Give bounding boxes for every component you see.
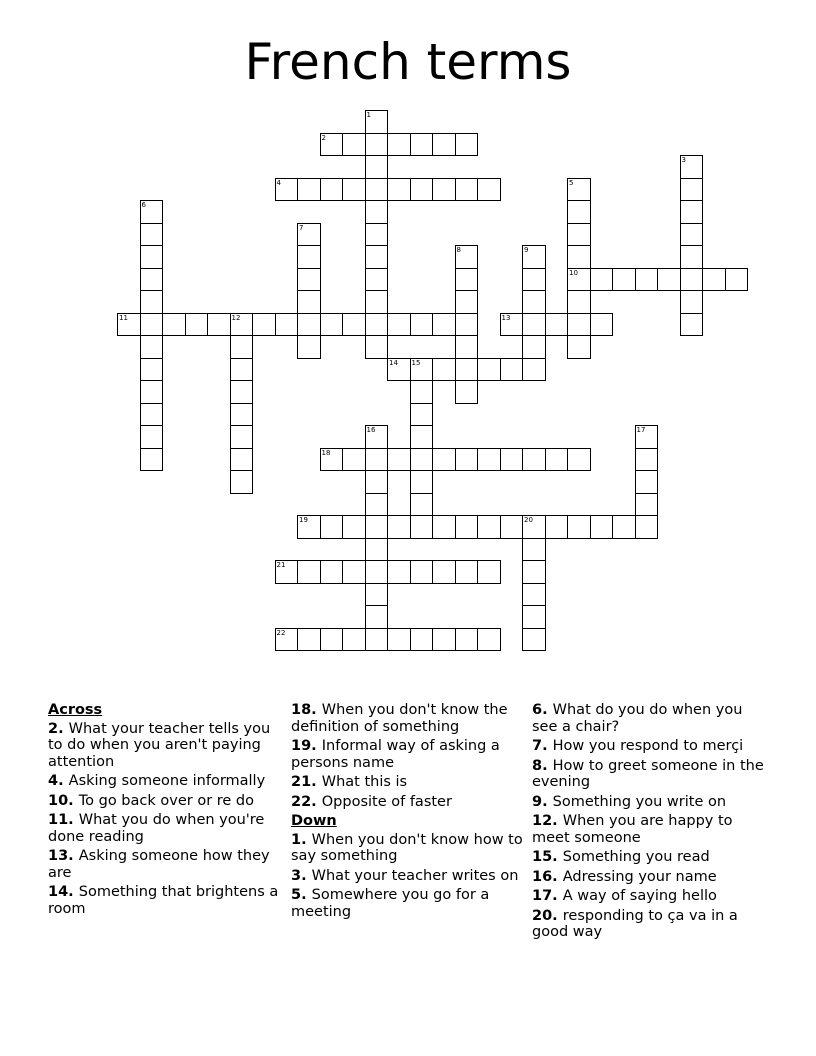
grid-cell[interactable] <box>320 313 344 337</box>
clue-number-label: 15 <box>411 358 421 367</box>
grid-cell[interactable] <box>387 628 411 652</box>
clue-number: 13. <box>48 848 79 864</box>
grid-cell[interactable] <box>230 448 254 472</box>
grid-cell[interactable] <box>230 425 254 449</box>
clue-text: Something you read <box>562 849 710 865</box>
down-clue <box>291 868 523 885</box>
clue-number-label: 6 <box>141 201 146 209</box>
grid-cell[interactable] <box>342 313 366 337</box>
grid-cell[interactable] <box>410 403 434 427</box>
grid-cell[interactable] <box>162 313 186 337</box>
grid-cell[interactable] <box>387 313 411 337</box>
grid-cell[interactable] <box>455 380 479 404</box>
grid-cell[interactable] <box>320 133 344 157</box>
clues-column-2 <box>291 702 523 923</box>
clue-number-label: 1 <box>366 111 371 119</box>
clue-number-label: 22 <box>276 628 286 637</box>
grid-cell[interactable] <box>342 178 366 202</box>
grid-cell[interactable] <box>230 335 254 359</box>
grid-cell[interactable] <box>590 268 614 292</box>
grid-cell[interactable] <box>657 268 681 292</box>
grid-cell[interactable] <box>522 268 546 292</box>
grid-cell[interactable] <box>635 425 659 449</box>
down-clue-list-part1 <box>291 832 523 921</box>
down-clue <box>532 908 764 941</box>
grid-cell[interactable] <box>365 560 389 584</box>
grid-cell[interactable] <box>387 178 411 202</box>
grid-cell[interactable] <box>275 313 299 337</box>
grid-cell[interactable] <box>410 380 434 404</box>
grid-cell[interactable] <box>140 425 164 449</box>
grid-cell[interactable] <box>567 335 591 359</box>
grid-cell[interactable] <box>252 313 276 337</box>
grid-cell[interactable] <box>477 448 501 472</box>
grid-cell[interactable] <box>522 538 546 562</box>
grid-cell[interactable] <box>365 313 389 337</box>
grid-cell[interactable] <box>320 515 344 539</box>
clue-text: What you do when you're done reading <box>48 812 265 845</box>
grid-cell[interactable] <box>455 515 479 539</box>
grid-cell[interactable] <box>455 313 479 337</box>
grid-cell[interactable] <box>567 313 591 337</box>
clue-text: Asking someone how they are <box>48 848 270 881</box>
clue-number-label: 3 <box>681 156 686 164</box>
grid-cell[interactable] <box>297 290 321 314</box>
grid-cell[interactable] <box>522 560 546 584</box>
grid-cell[interactable] <box>365 605 389 629</box>
clue-number-label: 4 <box>276 178 281 187</box>
grid-cell[interactable] <box>522 358 546 382</box>
down-clue-list-part2 <box>532 702 764 941</box>
clue-text: What do you do when you see a chair? <box>532 702 743 735</box>
clue-number-label: 12 <box>231 313 241 322</box>
clue-number-label: 17 <box>636 426 646 434</box>
down-clue <box>291 832 523 865</box>
across-clue <box>48 884 280 917</box>
down-clue <box>532 849 764 866</box>
clue-text: Opposite of faster <box>321 793 452 810</box>
grid-cell[interactable] <box>680 268 704 292</box>
down-clue <box>291 887 523 920</box>
grid-cell[interactable] <box>680 178 704 202</box>
clue-number-label: 14 <box>389 358 398 367</box>
clue-number: 16. <box>532 868 563 885</box>
grid-cell[interactable] <box>410 515 434 539</box>
grid-cell[interactable] <box>500 358 524 382</box>
grid-cell[interactable] <box>365 245 389 269</box>
grid-cell[interactable] <box>635 515 659 539</box>
grid-cell[interactable] <box>410 133 434 157</box>
grid-cell[interactable] <box>365 515 389 539</box>
grid-cell[interactable] <box>522 628 546 652</box>
clue-number: 1. <box>291 831 312 848</box>
grid-cell[interactable] <box>522 448 546 472</box>
grid-cell[interactable] <box>365 538 389 562</box>
clue-number: 21. <box>291 774 322 790</box>
clue-number: 7. <box>532 738 553 754</box>
grid-cell[interactable] <box>590 313 614 337</box>
grid-cell[interactable] <box>297 223 321 247</box>
grid-cell[interactable] <box>410 470 434 494</box>
clue-number-label: 5 <box>569 178 574 187</box>
grid-cell[interactable] <box>522 245 546 269</box>
grid-cell[interactable] <box>567 245 591 269</box>
grid-cell[interactable] <box>140 403 164 427</box>
grid-cell[interactable] <box>500 515 524 539</box>
grid-cell[interactable] <box>567 223 591 247</box>
grid-cell[interactable] <box>365 290 389 314</box>
grid-cell[interactable] <box>522 515 546 539</box>
grid-cell[interactable] <box>297 335 321 359</box>
clue-number: 3. <box>291 867 312 884</box>
grid-cell[interactable] <box>365 448 389 472</box>
clue-number: 12. <box>532 813 563 829</box>
grid-cell[interactable] <box>365 155 389 179</box>
grid-cell[interactable] <box>635 470 659 494</box>
clue-text: When you don't know how to say something <box>291 831 523 864</box>
down-heading: Down <box>291 813 337 829</box>
grid-cell[interactable] <box>365 223 389 247</box>
clue-text: When you don't know the definition of something <box>291 702 508 735</box>
grid-cell[interactable] <box>365 110 389 134</box>
down-clue <box>532 888 764 905</box>
grid-cell[interactable] <box>365 178 389 202</box>
grid-cell[interactable] <box>297 245 321 269</box>
across-heading: Across <box>48 702 103 718</box>
grid-cell[interactable] <box>500 448 524 472</box>
grid-cell[interactable] <box>230 313 254 337</box>
grid-cell[interactable] <box>455 448 479 472</box>
clue-number-label: 9 <box>524 246 529 254</box>
grid-cell[interactable] <box>612 515 636 539</box>
grid-cell[interactable] <box>297 313 321 337</box>
grid-cell[interactable] <box>387 515 411 539</box>
clue-number: 22. <box>291 793 322 810</box>
across-clue <box>291 702 523 735</box>
grid-cell[interactable] <box>432 448 456 472</box>
clue-text: When you are happy to meet someone <box>532 813 733 846</box>
grid-cell[interactable] <box>140 448 164 472</box>
clue-text: Somewhere you go for a meeting <box>291 887 490 920</box>
clue-text: To go back over or re do <box>78 792 255 809</box>
grid-cell[interactable] <box>635 493 659 517</box>
clues-column-1 <box>48 702 280 920</box>
grid-cell[interactable] <box>410 560 434 584</box>
clue-number: 6. <box>532 702 553 718</box>
grid-cell[interactable] <box>365 268 389 292</box>
grid-cell[interactable] <box>477 178 501 202</box>
across-clue <box>48 812 280 845</box>
grid-cell[interactable] <box>410 425 434 449</box>
grid-cell[interactable] <box>342 560 366 584</box>
grid-cell[interactable] <box>455 560 479 584</box>
clue-number-label: 21 <box>276 561 286 569</box>
grid-cell[interactable] <box>432 560 456 584</box>
clue-number: 8. <box>532 757 553 774</box>
across-clue <box>48 793 280 810</box>
clue-number: 4. <box>48 773 69 789</box>
grid-cell[interactable] <box>410 313 434 337</box>
grid-cell[interactable] <box>567 290 591 314</box>
clue-number: 20. <box>532 907 563 924</box>
across-clue-list-part1 <box>48 721 280 918</box>
grid-cell[interactable] <box>680 290 704 314</box>
grid-cell[interactable] <box>387 448 411 472</box>
grid-cell[interactable] <box>680 245 704 269</box>
grid-cell[interactable] <box>590 515 614 539</box>
grid-cell[interactable] <box>365 133 389 157</box>
grid-cell[interactable] <box>680 223 704 247</box>
clue-text: Informal way of asking a persons name <box>291 738 500 771</box>
grid-cell[interactable] <box>635 268 659 292</box>
grid-cell[interactable] <box>230 403 254 427</box>
clue-number: 15. <box>532 849 563 865</box>
grid-cell[interactable] <box>320 448 344 472</box>
grid-cell[interactable] <box>320 560 344 584</box>
grid-cell[interactable] <box>230 470 254 494</box>
grid-cell[interactable] <box>230 380 254 404</box>
clue-text: What your teacher tells you to do when you aren't paying attention <box>48 720 271 770</box>
clue-text: Something you write on <box>552 793 727 810</box>
clue-number: 5. <box>291 887 312 903</box>
grid-cell[interactable] <box>387 560 411 584</box>
grid-cell[interactable] <box>477 515 501 539</box>
across-clue <box>48 773 280 790</box>
across-clue <box>48 848 280 881</box>
clue-text: responding to ça va in a good way <box>532 907 738 940</box>
grid-cell[interactable] <box>410 358 434 382</box>
grid-cell[interactable] <box>500 313 524 337</box>
down-clue <box>532 794 764 811</box>
grid-cell[interactable] <box>387 133 411 157</box>
across-clue <box>291 794 523 811</box>
clue-text: Asking someone informally <box>68 773 266 789</box>
clue-text: Something that brightens a room <box>48 884 279 917</box>
grid-cell[interactable] <box>477 628 501 652</box>
across-clue-list-part2 <box>291 702 523 810</box>
grid-cell[interactable] <box>522 583 546 607</box>
clue-number-label: 18 <box>321 448 331 457</box>
grid-cell[interactable] <box>567 448 591 472</box>
grid-cell[interactable] <box>320 628 344 652</box>
grid-cell[interactable] <box>140 380 164 404</box>
grid-cell[interactable] <box>297 515 321 539</box>
grid-cell[interactable] <box>117 313 141 337</box>
grid-cell[interactable] <box>432 358 456 382</box>
grid-cell[interactable] <box>410 628 434 652</box>
grid-cell[interactable] <box>185 313 209 337</box>
grid-cell[interactable] <box>365 493 389 517</box>
down-clue <box>532 869 764 886</box>
grid-cell[interactable] <box>297 628 321 652</box>
grid-cell[interactable] <box>365 470 389 494</box>
grid-cell[interactable] <box>455 335 479 359</box>
grid-cell[interactable] <box>297 268 321 292</box>
grid-cell[interactable] <box>725 268 749 292</box>
clue-number-label: 13 <box>501 313 511 322</box>
grid-cell[interactable] <box>680 313 704 337</box>
down-clue <box>532 758 764 791</box>
clue-text: How to greet someone in the evening <box>532 757 764 790</box>
grid-cell[interactable] <box>432 515 456 539</box>
grid-cell[interactable] <box>140 335 164 359</box>
grid-cell[interactable] <box>230 358 254 382</box>
clue-number-label: 16 <box>366 426 376 434</box>
grid-cell[interactable] <box>567 268 591 292</box>
clue-number: 11. <box>48 812 79 828</box>
grid-cell[interactable] <box>320 178 344 202</box>
across-clue <box>291 774 523 791</box>
grid-cell[interactable] <box>477 358 501 382</box>
grid-cell[interactable] <box>342 133 366 157</box>
grid-cell[interactable] <box>365 583 389 607</box>
grid-cell[interactable] <box>455 628 479 652</box>
grid-cell[interactable] <box>477 560 501 584</box>
grid-cell[interactable] <box>702 268 726 292</box>
clue-text: What your teacher writes on <box>311 867 519 884</box>
across-clue <box>48 721 280 771</box>
grid-cell[interactable] <box>275 628 299 652</box>
grid-cell[interactable] <box>522 313 546 337</box>
grid-cell[interactable] <box>545 448 569 472</box>
grid-cell[interactable] <box>455 133 479 157</box>
clue-text: A way of saying hello <box>562 888 717 904</box>
clue-number: 14. <box>48 884 79 900</box>
grid-cell[interactable] <box>567 200 591 224</box>
grid-cell[interactable] <box>680 200 704 224</box>
grid-cell[interactable] <box>432 178 456 202</box>
grid-cell[interactable] <box>365 628 389 652</box>
grid-cell[interactable] <box>275 560 299 584</box>
clues-column-3 <box>532 702 764 944</box>
grid-cell[interactable] <box>522 605 546 629</box>
grid-cell[interactable] <box>567 515 591 539</box>
grid-cell[interactable] <box>522 335 546 359</box>
grid-cell[interactable] <box>455 178 479 202</box>
grid-cell[interactable] <box>455 268 479 292</box>
clue-text: What this is <box>321 774 408 790</box>
grid-cell[interactable] <box>410 178 434 202</box>
grid-cell[interactable] <box>567 178 591 202</box>
grid-cell[interactable] <box>522 290 546 314</box>
clue-number: 17. <box>532 888 563 904</box>
grid-cell[interactable] <box>387 358 411 382</box>
grid-cell[interactable] <box>455 245 479 269</box>
grid-cell[interactable] <box>297 560 321 584</box>
clue-number: 9. <box>532 793 553 810</box>
grid-cell[interactable] <box>432 628 456 652</box>
grid-cell[interactable] <box>342 515 366 539</box>
grid-cell[interactable] <box>140 200 164 224</box>
grid-cell[interactable] <box>140 358 164 382</box>
clue-number-label: 8 <box>456 246 461 254</box>
grid-cell[interactable] <box>365 425 389 449</box>
grid-cell[interactable] <box>207 313 231 337</box>
clue-number-label: 10 <box>569 268 578 277</box>
grid-cell[interactable] <box>365 200 389 224</box>
grid-cell[interactable] <box>342 448 366 472</box>
clue-number: 19. <box>291 738 322 754</box>
clue-text: How you respond to merçi <box>552 738 744 754</box>
down-clue <box>532 738 764 755</box>
grid-cell[interactable] <box>297 178 321 202</box>
grid-cell[interactable] <box>612 268 636 292</box>
grid-cell[interactable] <box>410 493 434 517</box>
grid-cell[interactable] <box>140 245 164 269</box>
grid-cell[interactable] <box>545 313 569 337</box>
clue-number-label: 20 <box>524 516 533 524</box>
clue-number-label: 2 <box>321 133 326 142</box>
grid-cell[interactable] <box>410 448 434 472</box>
grid-cell[interactable] <box>432 133 456 157</box>
clue-number: 18. <box>291 702 322 718</box>
clue-number: 2. <box>48 720 69 737</box>
grid-cell[interactable] <box>140 268 164 292</box>
grid-cell[interactable] <box>432 313 456 337</box>
grid-cell[interactable] <box>455 358 479 382</box>
grid-cell[interactable] <box>365 335 389 359</box>
puzzle-title: French terms <box>244 33 572 91</box>
grid-cell[interactable] <box>140 290 164 314</box>
grid-cell[interactable] <box>140 313 164 337</box>
grid-cell[interactable] <box>680 155 704 179</box>
grid-cell[interactable] <box>635 448 659 472</box>
clue-number: 10. <box>48 792 79 809</box>
clue-number-label: 19 <box>299 516 308 524</box>
grid-cell[interactable] <box>342 628 366 652</box>
clue-text: Adressing your name <box>562 868 717 885</box>
clue-number-label: 11 <box>119 313 128 322</box>
down-clue <box>532 702 764 735</box>
grid-cell[interactable] <box>140 223 164 247</box>
grid-cell[interactable] <box>275 178 299 202</box>
across-clue <box>291 738 523 771</box>
clue-number-label: 7 <box>299 223 304 232</box>
grid-cell[interactable] <box>455 290 479 314</box>
grid-cell[interactable] <box>545 515 569 539</box>
down-clue <box>532 813 764 846</box>
